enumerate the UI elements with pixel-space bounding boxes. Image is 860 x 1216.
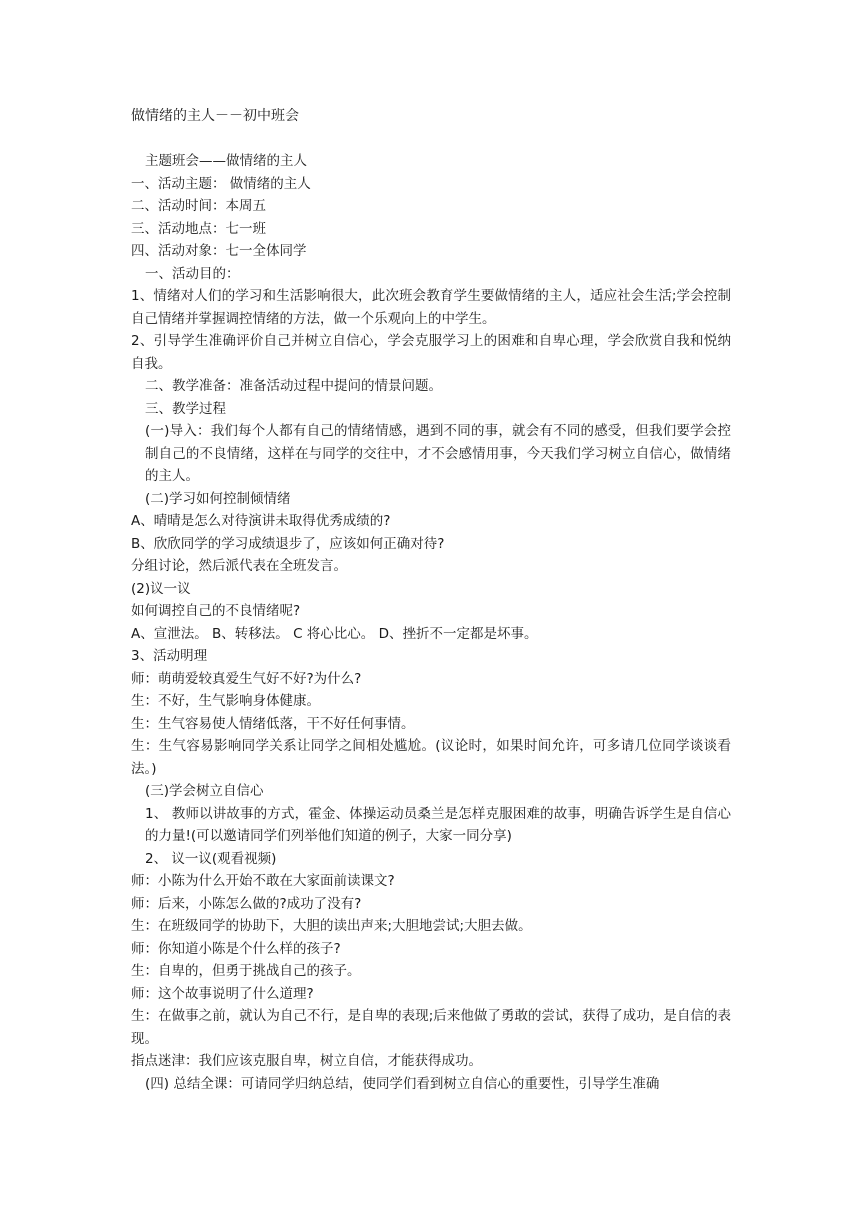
body-line: 3、活动明理 [131, 648, 208, 664]
body-line: 一、活动目的： [145, 265, 240, 282]
body-line: 主题班会——做情绪的主人 [145, 153, 307, 169]
body-line: 分组讨论，然后派代表在全班发言。 [131, 558, 347, 574]
body-line: 三、活动地点：七一班 [131, 220, 266, 237]
body-line: 生：自卑的，但勇于挑战自己的孩子。 [131, 963, 361, 979]
body-paragraph: 生：生气容易影响同学关系让同学之间相处尴尬。(议论时，如果时间允许，可多请几位同学谈谈看法。) [131, 738, 731, 777]
body-line: 师：小陈为什么开始不敢在大家面前读课文? [131, 873, 395, 889]
body-line: 二、教学准备：准备活动过程中提问的情景问题。 [145, 378, 442, 394]
body-line: 2、 议一议(观看视频) [145, 850, 277, 867]
body-paragraph: 生：在做事之前，就认为自己不行，是自卑的表现;后来他做了勇敢的尝试，获得了成功，是自信的表现。 [131, 1008, 731, 1047]
body-paragraph: (一)导入：我们每个人都有自己的情绪情感，遇到不同的事，就会有不同的感受，但我们要学会控制自己的不良情绪，这样在与同学的交往中，才不会感情用事，今天我们学习树立自信心，做情绪的主人。 [145, 423, 731, 484]
body-line: 师：萌萌爱较真爱生气好不好?为什么? [131, 670, 362, 687]
body-line: 师：你知道小陈是个什么样的孩子? [131, 940, 341, 957]
body-line: 二、活动时间：本周五 [131, 198, 266, 214]
body-line: 师：后来，小陈怎么做的?成功了没有? [131, 895, 362, 912]
body-line: 生：不好，生气影响身体健康。 [131, 693, 320, 709]
document-title: 做情绪的主人－－初中班会 [131, 108, 299, 124]
body-line: (二)学习如何控制倾情绪 [145, 490, 291, 507]
body-line: 四、活动对象：七一全体同学 [131, 243, 307, 259]
body-line: 指点迷津：我们应该克服自卑，树立自信，才能获得成功。 [131, 1053, 482, 1069]
body-paragraph: 1、情绪对人们的学习和生活影响很大，此次班会教育学生要做情绪的主人，适应社会生活;学会控制自己情绪并掌握调控情绪的方法，做一个乐观向上的中学生。 [131, 288, 731, 327]
body-paragraph: 1、 教师以讲故事的方式，霍金、体操运动员桑兰是怎样克服困难的故事，明确告诉学生是自信心的力量!(可以邀请同学们列举他们知道的例子，大家一同分享) [145, 805, 731, 844]
body-line: (2)议一议 [131, 580, 191, 597]
document-body [131, 150, 731, 1095]
body-line: (三)学会树立自信心 [145, 783, 264, 799]
body-line: A、晴晴是怎么对待演讲未取得优秀成绩的? [131, 513, 391, 529]
body-line: 生：生气容易使人情绪低落，干不好任何事情。 [131, 715, 415, 732]
body-line: 师：这个故事说明了什么道理? [131, 985, 314, 1002]
body-line: 三、教学过程 [145, 400, 226, 417]
body-line: (四) 总结全课：可请同学归纳总结，使同学们看到树立自信心的重要性，引导学生准确 [145, 1075, 660, 1092]
body-line: B、欣欣同学的学习成绩退步了，应该如何正确对待? [131, 535, 445, 552]
body-line: 如何调控自己的不良情绪呢? [131, 603, 301, 619]
body-line: 生：在班级同学的协助下，大胆的读出声来;大胆地尝试;大胆去做。 [131, 918, 532, 934]
body-line: A、宣泄法。 B、转移法。 C 将心比心。 D、挫折不一定都是坏事。 [131, 625, 538, 642]
body-paragraph: 2、引导学生准确评价自己并树立自信心，学会克服学习上的困难和自卑心理，学会欣赏自我和悦纳自我。 [131, 333, 731, 372]
body-line: 一、活动主题： 做情绪的主人 [131, 175, 311, 192]
